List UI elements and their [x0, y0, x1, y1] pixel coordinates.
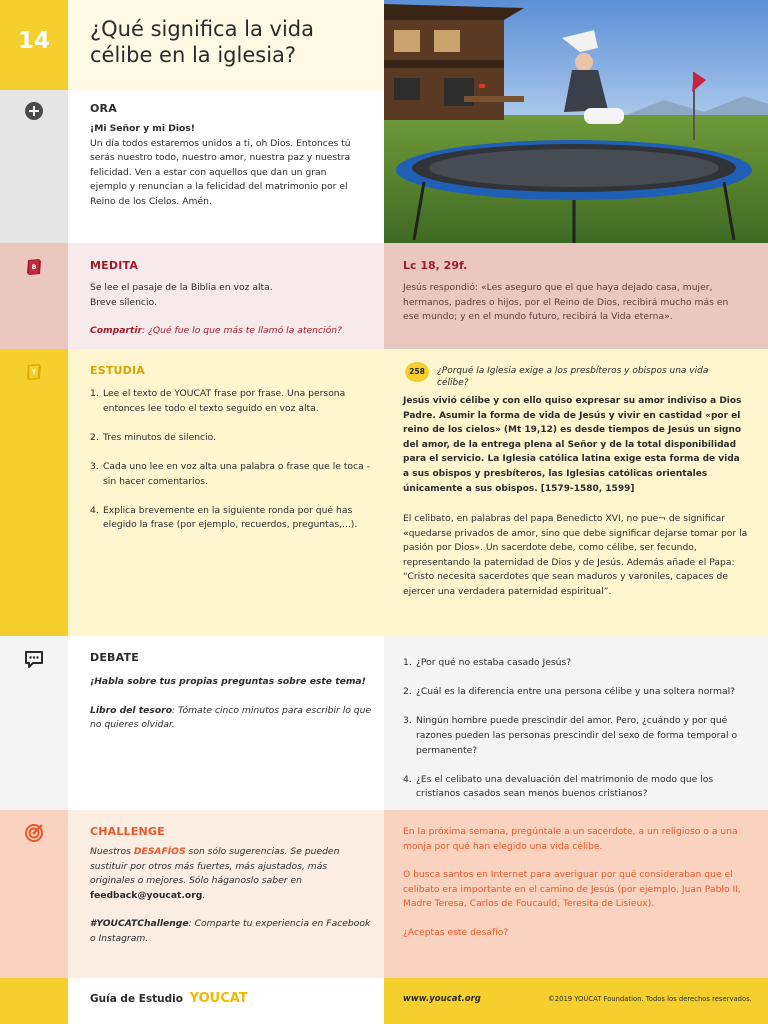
bible-quote: Jesús respondió: «Les aseguro que el que haya dejado casa, mujer, hermanos, padres o hijos, por el Reino de Dios, recibirá mucho más en ese mundo; y en el mundo futuro, recibirá la Vida eterna».	[403, 282, 729, 323]
bible-book-icon	[24, 257, 44, 277]
estudia-step	[90, 387, 370, 416]
debate-body	[90, 675, 372, 733]
ora-prayer-title: ¡Mi Señor y mi Dios!	[90, 123, 195, 134]
step-number: 4.	[90, 504, 99, 516]
step-text: Explica brevemente en la siguiente ronda por qué has elegido la frase (por ejemplo, recuerdos, preguntas,...).	[103, 504, 358, 531]
step-number: 1.	[90, 388, 99, 399]
estudia-strip	[0, 349, 68, 636]
question-number: 2.	[403, 686, 412, 698]
footer-left-block	[0, 978, 68, 1024]
youcat-number-badge: 258	[405, 362, 429, 382]
libro-label: Libro del tesoro	[90, 704, 173, 716]
youcat-book-icon	[24, 362, 44, 382]
youcat-question: ¿Porqué la Iglesia exige a los presbíteros y obispos una vida célibe?	[437, 366, 709, 388]
speech-bubble-icon	[24, 649, 44, 669]
medita-line-2: Breve silencio.	[90, 296, 157, 308]
medita-body	[90, 281, 370, 339]
question-text: Ningún hombre puede prescindir del amor. Pero, ¿cuándo y por qué razones pueden las personas prescindir del sexo de forma temporal o permanente?	[416, 715, 738, 756]
footer-copyright: ©2019 YOUCAT Foundation. Todos los derechos reservados.	[548, 995, 752, 1003]
challenge-right	[403, 825, 748, 941]
step-number: 3.	[90, 460, 99, 472]
medita-title: MEDITA	[90, 259, 139, 272]
footer-brand: YOUCAT	[189, 991, 248, 1006]
chalet	[384, 4, 524, 120]
debate-question	[403, 656, 748, 671]
ora-body	[90, 122, 362, 210]
desafios-word: DESAFÍOS	[133, 846, 186, 857]
youcat-challenge-hashtag: #YOUCATChallenge	[90, 918, 189, 930]
svg-text:B: B	[31, 264, 37, 271]
ora-title: ORA	[90, 102, 117, 115]
step-text: Lee el texto de YOUCAT frase por frase. Una persona entonces lee todo el texto seguido en voz alta.	[103, 388, 346, 414]
estudia-step	[90, 504, 370, 533]
challenge-body	[90, 845, 372, 947]
estudia-steps	[90, 387, 370, 548]
medita-line-1: Se lee el pasaje de la Biblia en voz alta.	[90, 282, 273, 293]
page-title	[90, 16, 380, 68]
challenge-p1-b: son sólo sugerencias. Se pueden sustituir por otros más fuertes, más ajustados, más originales o mejores. Sólo háganoslo saber en	[90, 846, 340, 887]
challenge-p1	[90, 845, 372, 903]
libro-text: : Tómate cinco minutos para escribir lo que no quieres olvidar.	[90, 704, 372, 731]
compartir-text: : ¿Qué fue lo que más te llamó la atención?	[142, 325, 342, 337]
ora-prayer-text: Un día todos estaremos unidos a ti, oh Dios. Entonces tú serás nuestro todo, nuestro amor, nuestra paz y nuestra felicidad. Ven a estar con aquellos que dan un gran ejemplo y renuncian a la felicidad del matrimonio por el Reino de los Cielos. Amén.	[90, 137, 351, 207]
target-icon	[24, 823, 44, 843]
debate-intro: ¡Habla sobre tus propias preguntas sobre este tema!	[90, 676, 366, 687]
youcat-answer: Jesús vivió célibe y con ello quiso expresar su amor indiviso a Dios Padre. Asumir la forma de vida de Jesús y vivir en castidad «por el reino de los cielos» (Mt 19,12) es desde tiempos de Jesús un signo del amor, de la entrega plena al Señor y de la total disponibilidad para el servicio. La Iglesia católica latina exige esta forma de vida a sus obispos y presbíteros, las Iglesias católicas orientales únicamente a sus obispos. [1579-1580, 1599]	[403, 396, 742, 494]
page-title-line-2: célibe en la iglesia?	[90, 43, 297, 67]
compartir-label: Compartir	[90, 325, 143, 337]
question-number: 1.	[403, 657, 412, 668]
feedback-email-link[interactable]: feedback@youcat.org	[90, 889, 203, 901]
challenge-right-p3: ¿Aceptas este desafío?	[403, 926, 509, 938]
plus-circle-icon	[24, 101, 44, 121]
question-text: ¿Cuál es la diferencia entre una persona célibe y una soltera normal?	[416, 686, 736, 698]
step-number: 2.	[90, 431, 99, 443]
challenge-right-p1: En la próxima semana, pregúntale a un sacerdote, a un religioso o a una monja por qué han elegido una vida célibe.	[403, 826, 738, 852]
challenge-p1-c: .	[202, 889, 206, 901]
medita-compartir	[90, 324, 370, 339]
question-text: ¿Es el celibato una devaluación del matrimonio de modo que los cristianos casados sean menos buenos cristianos?	[416, 773, 714, 800]
question-number: 4.	[403, 773, 412, 785]
debate-question	[403, 714, 748, 758]
debate-questions	[403, 656, 748, 817]
lesson-number: 14	[17, 28, 50, 54]
challenge-p1-a: Nuestros	[90, 846, 134, 857]
step-text: Cada uno lee en voz alta una palabra o frase que le toca - sin hacer comentarios.	[103, 460, 370, 487]
challenge-title: CHALLENGE	[90, 825, 165, 838]
challenge-right-p2: O busca santos en Internet para averiguar por qué consideraban que el celibato era importante en el camino de Jesús (por ejemplo, Juan Pablo II, Madre Teresa, Carlos de Foucauld, Teresita de Lisieux).	[403, 869, 741, 910]
page-title-line-1: ¿Qué significa la vida	[90, 17, 314, 41]
challenge-p2-text: : Comparte tu experiencia en Facebook o Instagram.	[90, 918, 371, 944]
challenge-p2	[90, 917, 372, 946]
footer-guide-text: Guía de Estudio	[90, 993, 183, 1005]
trampoline-photo	[384, 0, 768, 243]
debate-libro	[90, 704, 372, 733]
debate-question	[403, 685, 748, 700]
footer-website-link[interactable]: www.youcat.org	[403, 994, 481, 1004]
question-text: ¿Por qué no estaba casado Jesús?	[416, 657, 572, 668]
youcat-commentary: El celibato, en palabras del papa Benedicto XVI, no pue¬ de significar «quedarse privados de amor, sino que debe significar dejarse tomar por la pasión por Dios». Un sacerdote debe, como célibe, ser fecundo, representando la paternidad de Dios y de Jesús. Además añade el Papa: “Cristo necesita sacerdotes que sean maduros y varoniles, capaces de ejercer una verdadera paternidad espiritual”.	[403, 513, 748, 597]
estudia-title: ESTUDIA	[90, 364, 146, 377]
debate-title: DEBATE	[90, 651, 139, 664]
svg-text:Y: Y	[31, 369, 37, 376]
bible-reference: Lc 18, 29f.	[403, 259, 468, 272]
step-text: Tres minutos de silencio.	[103, 431, 217, 443]
estudia-step	[90, 460, 370, 489]
footer-guide	[90, 991, 248, 1006]
estudia-step	[90, 431, 370, 446]
debate-question	[403, 773, 748, 802]
question-number: 3.	[403, 715, 412, 727]
